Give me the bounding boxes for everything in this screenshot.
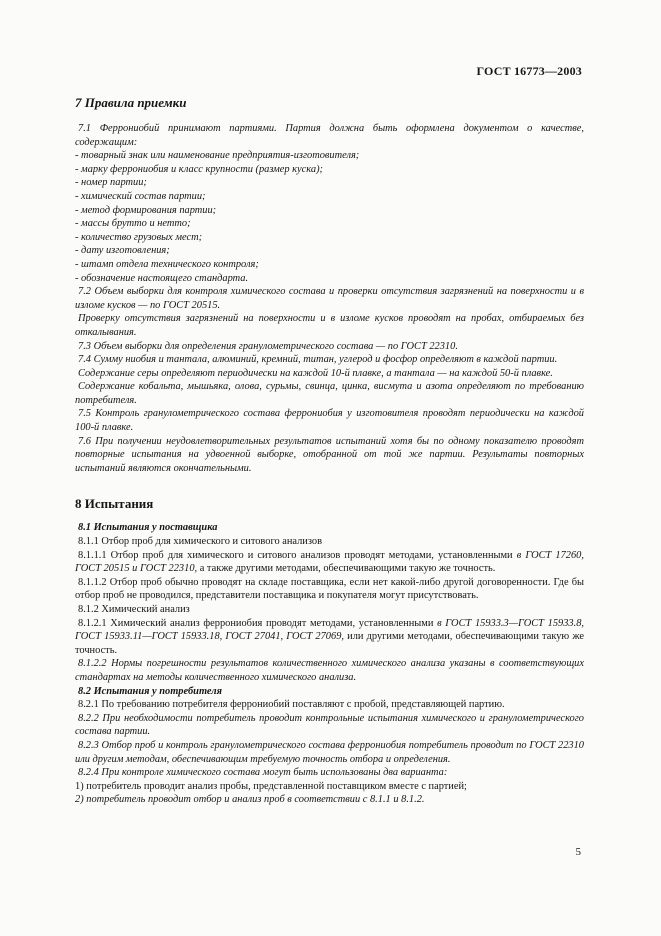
paragraph-7-4-b: Содержание серы определяют периодически на каждой 10-й плавке, а тантала — на каждой 50-й плавке. — [78, 367, 553, 379]
list-item: - метод формирования партии; — [75, 204, 217, 216]
document-code: ГОСТ 16773—2003 — [476, 64, 582, 78]
paragraph-8-1-1-1 — [75, 549, 584, 576]
page-number: 5 — [575, 846, 581, 858]
text-run: 8.1.2.1 Химический анализ феррониобия проводят методами, установленными — [78, 617, 438, 629]
list-item: - количество грузовых мест; — [75, 231, 203, 243]
text-run: а также другими методами, обеспечивающими такую же точность. — [197, 563, 496, 575]
paragraph-8-2-3: 8.2.3 Отбор проб и контроль гранулометрического состава феррониобия потребитель проводит по ГОСТ 22310 или другим методам, обеспечивающим требуемую точность отбора и определения. — [75, 739, 584, 765]
paragraph-8-2-4: 8.2.4 При контроле химического состава могут быть использованы два варианта: — [78, 767, 448, 779]
list-item: - штамп отдела технического контроля; — [75, 258, 259, 270]
document-requirements-list — [75, 149, 584, 285]
option-1: 1) потребитель проводит анализ пробы, представленной поставщиком вместе с партией; — [75, 780, 467, 792]
page-content — [75, 95, 584, 807]
list-item: - обозначение настоящего стандарта. — [75, 272, 249, 284]
paragraph-8-1-2-2: 8.1.2.2 Нормы погрешности результатов количественного химического анализа указаны в соответствующих стандартах на методы количественного химического анализа. — [75, 658, 584, 683]
paragraph-7-3: 7.3 Объем выборки для определения гранулометрического состава — по ГОСТ 22310. — [78, 340, 458, 352]
paragraph-7-6: 7.6 При получении неудовлетворительных результатов испытаний хотя бы по одному показателю проводят повторные испытания на удвоенной выборке, отобранной от той же партии. Результаты повторных испытаний являются окончательными. — [75, 435, 584, 474]
paragraph-7-2-b: Проверку отсутствия загрязнений на поверхности и в изломе кусков проводят на пробах, отбираемых без откалывания. — [75, 313, 584, 338]
text-run: 8.1.1.1 Отбор проб для химического и ситового анализов проводят методами, установленными — [78, 549, 517, 561]
paragraph-8-2-2: 8.2.2 При необходимости потребитель проводит контрольные испытания химического и гранулометрического состава партии. — [75, 712, 584, 738]
list-item: - товарный знак или наименование предприятия-изготовителя; — [75, 150, 360, 162]
paragraph-7-4: 7.4 Сумму ниобия и тантала, алюминий, кремний, титан, углерод и фосфор определяют в каждой партии. — [78, 354, 558, 366]
section-8-heading: 8 Испытания — [75, 496, 154, 512]
paragraph-8-1-2: 8.1.2 Химический анализ — [78, 604, 190, 615]
subsection-8-2-heading: 8.2 Испытания у потребителя — [78, 685, 222, 697]
paragraph-8-2-1: 8.2.1 По требованию потребителя феррониобий поставляют с пробой, представляющей партию. — [78, 699, 505, 711]
section-7-heading: 7 Правила приемки — [75, 95, 187, 110]
option-2: 2) потребитель проводит отбор и анализ проб в соответствии с 8.1.1 и 8.1.2. — [75, 794, 425, 806]
list-item: - химический состав партии; — [75, 190, 206, 202]
paragraph-7-1: 7.1 Феррониобий принимают партиями. Партия должна быть оформлена документом о качестве, содержащим: — [75, 123, 584, 148]
list-item: - номер партии; — [75, 177, 147, 189]
text-run: или другими методами, обеспечивающими такую же точность. — [75, 631, 584, 656]
text-run-italic: в ГОСТ 17260, ГОСТ 20515 и ГОСТ 22310, — [75, 549, 584, 575]
text-run-italic: в ГОСТ 15933.3—ГОСТ 15933.8, ГОСТ 15933.11—ГОСТ 15933.18, ГОСТ 27041, ГОСТ 27069, — [75, 617, 584, 643]
paragraph-8-1-1: 8.1.1 Отбор проб для химического и ситового анализов — [78, 536, 323, 548]
paragraph-7-5: 7.5 Контроль гранулометрического состава феррониобия у изготовителя проводят периодически на каждой 100-й плавке. — [75, 408, 584, 434]
subsection-8-1-heading: 8.1 Испытания у поставщика — [78, 522, 218, 534]
paragraph-8-1-2-1 — [75, 617, 584, 658]
paragraph-7-4-c: Содержание кобальта, мышьяка, олова, сурьмы, свинца, цинка, висмута и азота определяют по требованию потребителя. — [75, 381, 584, 406]
list-item: - массы брутто и нетто; — [75, 218, 191, 230]
paragraph-7-2: 7.2 Объем выборки для контроля химического состава и проверки отсутствия загрязнений на поверхности и в изломе кусков — по ГОСТ 20515. — [75, 286, 584, 311]
paragraph-8-1-1-2: 8.1.1.2 Отбор проб обычно проводят на складе поставщика, если нет какой-либо другой договоренности. Где бы отбор проб не проводился, представители поставщика и покупателя могут присутствовать. — [75, 576, 584, 602]
list-item: - дату изготовления; — [75, 245, 170, 257]
list-item: - марку феррониобия и класс крупности (размер куска); — [75, 163, 323, 175]
